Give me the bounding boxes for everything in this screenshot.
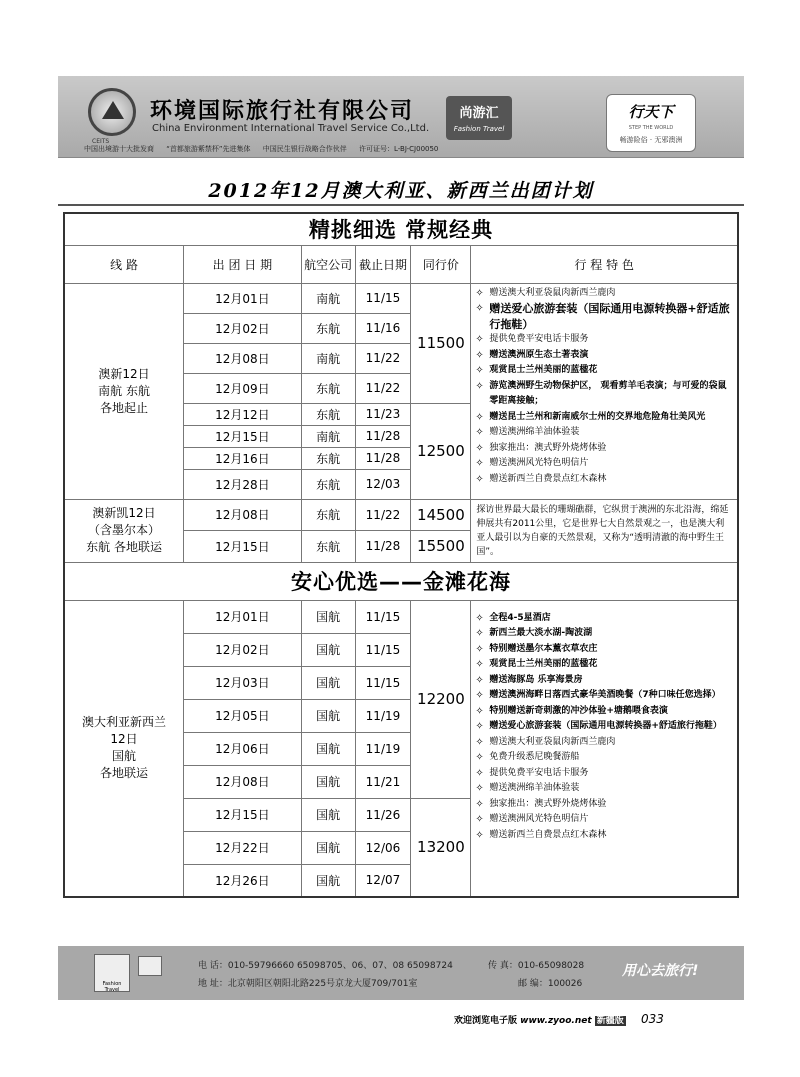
feature-item: ✧ 赠送澳洲风光特色明信片 <box>475 456 733 472</box>
deadline: 11/22 <box>355 373 411 403</box>
deadline: 11/15 <box>355 283 411 313</box>
page-number: 033 <box>640 1012 664 1026</box>
footer-badge-icon <box>138 956 162 976</box>
deadline: 11/28 <box>355 447 411 469</box>
departure-date: 12月22日 <box>184 831 302 864</box>
price-cell: 15500 <box>411 531 471 563</box>
route-line: 南航 东航 <box>98 383 150 398</box>
footer-fax: 传 真：010-65098028 <box>488 961 585 971</box>
column-header: 截止日期 <box>355 245 411 283</box>
airline: 南航 <box>301 343 355 373</box>
feature-item: ✧ 赠送新西兰自费景点红木森林 <box>475 472 733 488</box>
deadline: 11/15 <box>355 666 411 699</box>
route-line: 各地起止 <box>100 400 149 415</box>
features-cell <box>471 600 738 897</box>
deadline: 11/21 <box>355 765 411 798</box>
deadline: 11/28 <box>355 425 411 447</box>
table-row <box>64 499 738 531</box>
company-name-cn: 环境国际旅行社有限公司 <box>150 99 415 124</box>
feature-item: ✧ 赠送爱心旅游套装（国际通用电源转换器+舒适旅行拖鞋） <box>475 719 733 735</box>
feature-item: ✧ 特别赠送新奇刺激的冲沙体验+塘鹅喂食表演 <box>475 704 733 720</box>
step-the-world-logo <box>606 94 696 152</box>
route-cell <box>64 499 184 562</box>
bottom-credit <box>454 1012 664 1026</box>
feature-item: ✧ 新西兰最大淡水湖-陶波湖 <box>475 626 733 642</box>
route-line: 各地联运 <box>100 766 149 781</box>
airline: 东航 <box>301 313 355 343</box>
departure-date: 12月15日 <box>184 798 302 831</box>
footer-phone: 电 话：010-59796660 65098705、06、07、08 65098724 <box>198 961 453 971</box>
departure-date: 12月01日 <box>184 283 302 313</box>
airline: 国航 <box>301 633 355 666</box>
column-header: 航空公司 <box>301 245 355 283</box>
feature-description: 探访世界最大最长的珊瑚礁群，它纵贯于澳洲的东北沿海，绵延伸展共有2011公里，它是世界七大自然景观之一，也是澳大利亚人最引以为自豪的天然景观，又称为“透明清澈的海中野生王国”。 <box>471 499 738 562</box>
column-header: 线 路 <box>64 245 184 283</box>
feature-item: ✧ 赠送爱心旅游套装（国际通用电源转换器+舒适旅行拖鞋） <box>475 301 733 332</box>
feature-item: ✧ 特别赠送墨尔本薰衣草农庄 <box>475 642 733 658</box>
departure-date: 12月15日 <box>184 531 302 563</box>
page <box>58 76 744 898</box>
website-link[interactable]: www.zyoo.net <box>520 1016 592 1026</box>
departure-date: 12月08日 <box>184 499 302 531</box>
departure-date: 12月03日 <box>184 666 302 699</box>
departure-date: 12月26日 <box>184 864 302 897</box>
footer <box>58 946 744 1000</box>
departure-date: 12月08日 <box>184 765 302 798</box>
departure-date: 12月09日 <box>184 373 302 403</box>
departure-date: 12月28日 <box>184 469 302 499</box>
airline: 南航 <box>301 425 355 447</box>
feature-item: ✧ 独家推出：澳式野外烧烤体验 <box>475 797 733 813</box>
deadline: 11/22 <box>355 499 411 531</box>
route-cell <box>64 600 184 897</box>
route-cell <box>64 283 184 499</box>
route-line: 12日 <box>110 732 138 747</box>
airline: 南航 <box>301 283 355 313</box>
departure-date: 12月06日 <box>184 732 302 765</box>
table-row <box>64 600 738 633</box>
feature-item: ✧ 提供免费平安电话卡服务 <box>475 332 733 348</box>
tour-schedule-table <box>63 212 739 898</box>
table-row <box>64 283 738 313</box>
airline: 国航 <box>301 699 355 732</box>
feature-item: ✧ 赠送澳洲风光特色明信片 <box>475 812 733 828</box>
feature-item: ✧ 赠送澳洲绵羊油体验装 <box>475 425 733 441</box>
credential-item: 许可证号：L-BJ-CJ00050 <box>358 145 439 153</box>
departure-date: 12月05日 <box>184 699 302 732</box>
deadline: 11/19 <box>355 699 411 732</box>
price-cell: 12500 <box>411 403 471 499</box>
feature-item: ✧ 赠送澳洲原生态土著表演 <box>475 348 733 364</box>
airline: 国航 <box>301 732 355 765</box>
airline: 国航 <box>301 666 355 699</box>
deadline: 11/16 <box>355 313 411 343</box>
departure-date: 12月12日 <box>184 403 302 425</box>
airline: 国航 <box>301 864 355 897</box>
airline: 东航 <box>301 469 355 499</box>
airline: 东航 <box>301 373 355 403</box>
feature-item: ✧ 赠送澳洲绵羊油体验装 <box>475 781 733 797</box>
price-cell: 13200 <box>411 798 471 897</box>
credential-item: 中国民生银行战略合作伙伴 <box>262 145 347 153</box>
route-line: （含墨尔本） <box>88 523 161 537</box>
fashion-logo-en: Fashion Travel <box>453 125 505 133</box>
departure-date: 12月02日 <box>184 313 302 343</box>
fashion-travel-logo <box>446 96 512 140</box>
column-header: 出 团 日 期 <box>184 245 302 283</box>
company-emblem-icon <box>88 88 136 136</box>
deadline: 11/23 <box>355 403 411 425</box>
deadline: 12/06 <box>355 831 411 864</box>
deadline: 12/03 <box>355 469 411 499</box>
edition-tag: 新疆版 <box>596 1016 624 1026</box>
company-name-en: China Environment International Travel Service Co.,Ltd. <box>152 123 430 134</box>
deadline: 11/26 <box>355 798 411 831</box>
route-line: 东航 各地联运 <box>86 540 162 554</box>
airline: 东航 <box>301 531 355 563</box>
departure-date: 12月15日 <box>184 425 302 447</box>
price-cell: 12200 <box>411 600 471 798</box>
right-logo-cn: 行天下 <box>628 103 674 121</box>
deadline: 11/28 <box>355 531 411 563</box>
footer-slogan: 用心去旅行! <box>622 963 699 979</box>
route-line: 国航 <box>112 749 137 764</box>
price-cell: 11500 <box>411 283 471 403</box>
departure-date: 12月08日 <box>184 343 302 373</box>
section-title: 精挑细选 常规经典 <box>64 213 738 245</box>
airline: 国航 <box>301 600 355 633</box>
feature-item: ✧ 赠送新西兰自费景点红木森林 <box>475 828 733 844</box>
deadline: 11/15 <box>355 600 411 633</box>
feature-item: ✧ 观赏昆士兰州美丽的蓝楹花 <box>475 657 733 673</box>
feature-item: ✧ 观赏昆士兰州美丽的蓝楹花 <box>475 363 733 379</box>
airline: 东航 <box>301 499 355 531</box>
footer-address: 地 址：北京朝阳区朝阳北路225号京龙大厦709/701室 <box>198 979 418 989</box>
feature-item: ✧ 赠送澳大利亚袋鼠肉新西兰鹿肉 <box>475 286 733 302</box>
deadline: 11/22 <box>355 343 411 373</box>
right-logo-en: STEP THE WORLD <box>628 125 674 131</box>
feature-item: ✧ 赠送澳洲海畔日落西式豪华美酒晚餐（7种口味任您选择） <box>475 688 733 704</box>
footer-zip: 邮 编：100026 <box>518 979 583 989</box>
welcome-text: 欢迎浏览电子版 <box>454 1016 518 1026</box>
features-cell <box>471 283 738 499</box>
feature-item: ✧ 赠送昆士兰州和新南威尔士州的交界地危险角壮美风光 <box>475 410 733 426</box>
right-logo-slogan: 畅游险俗 · 无邪澳洲 <box>619 136 683 144</box>
airline: 国航 <box>301 765 355 798</box>
deadline: 11/15 <box>355 633 411 666</box>
departure-date: 12月16日 <box>184 447 302 469</box>
deadline: 12/07 <box>355 864 411 897</box>
column-header: 同行价 <box>411 245 471 283</box>
departure-date: 12月02日 <box>184 633 302 666</box>
credential-item: 中国出境游十大批发商 <box>84 145 154 153</box>
feature-item: ✧ 提供免费平安电话卡服务 <box>475 766 733 782</box>
feature-item: ✧ 独家推出：澳式野外烧烤体验 <box>475 441 733 457</box>
airline: 国航 <box>301 831 355 864</box>
column-header: 行 程 特 色 <box>471 245 738 283</box>
airline: 国航 <box>301 798 355 831</box>
emblem-caption: CEITS <box>92 138 110 145</box>
page-title: 2012年12月澳大利亚、新西兰出团计划 <box>58 176 744 206</box>
fashion-logo-cn: 尚游汇 <box>459 106 499 121</box>
feature-item: ✧ 全程4-5星酒店 <box>475 611 733 627</box>
route-line: 澳新12日 <box>98 366 150 381</box>
airline: 东航 <box>301 447 355 469</box>
feature-item: ✧ 赠送澳大利亚袋鼠肉新西兰鹿肉 <box>475 735 733 751</box>
route-line: 澳大利亚新西兰 <box>82 715 167 730</box>
departure-date: 12月01日 <box>184 600 302 633</box>
section-title: 安心优选——金滩花海 <box>64 562 738 600</box>
route-line: 澳新凯12日 <box>92 506 156 520</box>
deadline: 11/19 <box>355 732 411 765</box>
airline: 东航 <box>301 403 355 425</box>
price-cell: 14500 <box>411 499 471 531</box>
feature-item: ✧ 游览澳洲野生动物保护区， 观看剪羊毛表演；与可爱的袋鼠零距离接触； <box>475 379 733 410</box>
feature-item: ✧ 免费升级悉尼晚餐游船 <box>475 750 733 766</box>
fashion-travel-footer-logo: Fashion Travel <box>94 954 130 992</box>
feature-item: ✧ 赠送海豚岛 乐享海景房 <box>475 673 733 689</box>
header-credentials <box>84 144 448 154</box>
header <box>58 76 744 158</box>
table-header-row <box>64 245 738 283</box>
credential-item: “首都旅游紫禁杯”先进集体 <box>166 145 251 153</box>
